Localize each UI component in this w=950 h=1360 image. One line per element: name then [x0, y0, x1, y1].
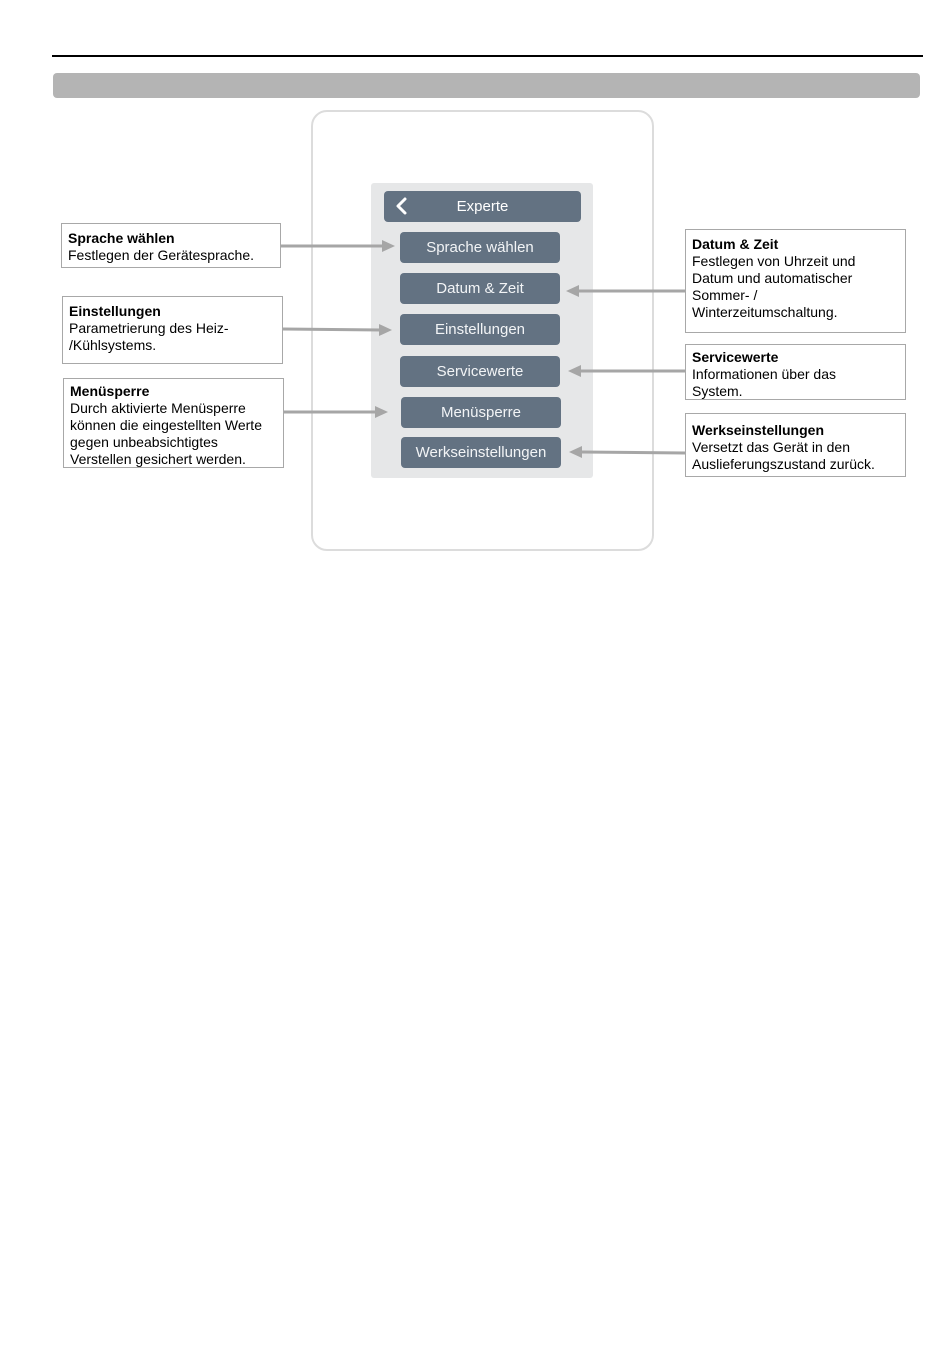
callout-description: Parametrierung des Heiz- /Kühlsystems. [69, 320, 229, 353]
top-rule [52, 55, 923, 57]
callout-datum-zeit [685, 229, 906, 333]
callout-title: Sprache wählen [68, 230, 175, 246]
menu-header-title: Experte [456, 198, 509, 215]
callout-description: Festlegen der Gerätesprache. [68, 247, 254, 263]
chevron-left-icon [392, 196, 412, 216]
callout-einstellungen [62, 296, 283, 364]
menu-button-label: Sprache wählen [426, 239, 534, 256]
menu-button-label: Werkseinstellungen [415, 444, 547, 461]
menu-button-sprache[interactable] [400, 232, 560, 263]
menu-button-label: Servicewerte [436, 363, 524, 380]
callout-title: Einstellungen [69, 303, 161, 319]
callout-description: Festlegen von Uhrzeit und Datum und automatischer Sommer- / Winterzeitumschaltung. [692, 253, 856, 320]
menu-button-label: Datum & Zeit [436, 280, 524, 297]
back-header-button[interactable] [384, 191, 581, 222]
callout-werkseinstellungen [685, 413, 906, 477]
callout-servicewerte [685, 344, 906, 400]
callout-title: Werkseinstellungen [692, 422, 825, 438]
menu-button-servicewerte[interactable] [400, 356, 560, 387]
callout-description: Versetzt das Gerät in den Auslieferungszustand zurück. [692, 439, 875, 472]
callout-description: Informationen über das System. [692, 366, 836, 399]
menu-button-menuesperre[interactable] [401, 397, 561, 428]
callout-sprache [61, 223, 281, 268]
menu-button-label: Menüsperre [440, 404, 522, 421]
section-header-bar [53, 73, 920, 98]
menu-button-werkseinstellungen[interactable] [401, 437, 561, 468]
callout-title: Menüsperre [70, 383, 150, 399]
callout-description: Durch aktivierte Menüsperre können die eingestellten Werte gegen unbeabsichtigtes Verstellen gesichert werden. [70, 400, 262, 467]
callout-title: Datum & Zeit [692, 236, 779, 252]
menu-button-einstellungen[interactable] [400, 314, 560, 345]
menu-button-datum-zeit[interactable] [400, 273, 560, 304]
menu-button-label: Einstellungen [434, 321, 526, 338]
callout-title: Servicewerte [692, 349, 779, 365]
callout-menuesperre [63, 378, 284, 468]
